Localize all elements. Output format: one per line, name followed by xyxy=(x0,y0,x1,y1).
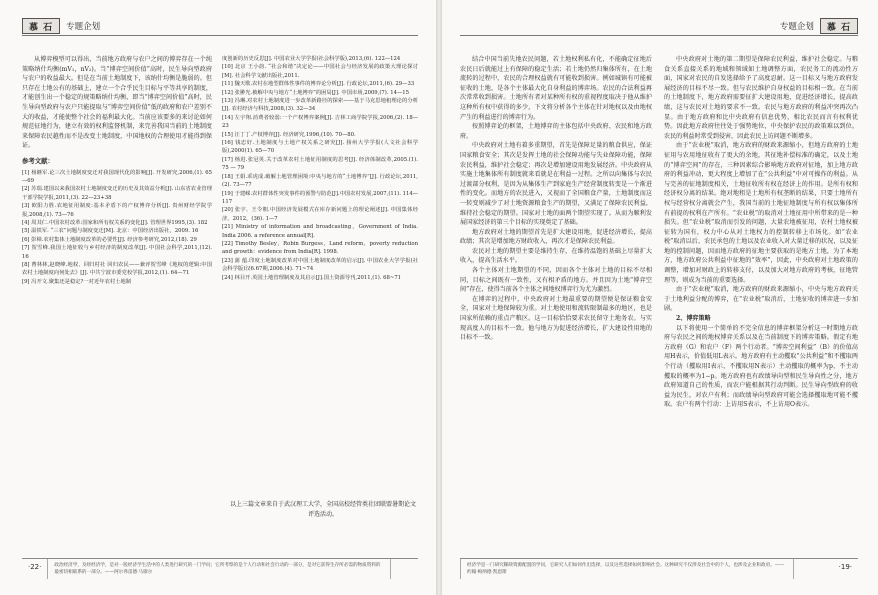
left-column-2 xyxy=(222,55,418,282)
right-footer xyxy=(460,558,858,585)
reference-item: [9] 冯开文.聚集还是稳定?一对近年农村土地制 xyxy=(22,278,132,285)
body-paragraph: 各个主体对土地期望的不同，因而各个主体对土地的目标不尽相同，目标之间既有一致性，又有相矛盾的地方。并且因为土地“博弈空间”存在，使得当前各个主体之间地权博弈行为尤为激烈。 xyxy=(460,267,652,294)
reference-item: [4] 周其仁.中国农村改革:国家和所有权关系的变化[J]. 管理世界1995,(3). 182 xyxy=(22,219,208,226)
reference-item: [7] 贺雪峰.我国土地征收与乡村经济的制度改革[J]. 中国社会科学,2011,(12). 16 xyxy=(22,245,212,260)
reference-item: 度创新的历史反思[J]. 中国农业大学学报(社会科学版),2013,(6). 122—124 xyxy=(222,56,401,62)
body-paragraph: 从博弈模型可以得出，当前地方政府与农户之间的博弈存在一个纯策略纳什均衡(mV₁，nV₂)。当“博弈空间价值”高时，民生导向型政府与农户的收益最大。但是在当前土地制度下，该纳什均衡是脆弱的。但只存在土地公有的基础上，建立一个合乎民生目标与平等共享的制度，才能创生出一个稳定的规策略纳什均衡，即当“博弈空间价值”高时，民生导向型政府与农户只能提取与“博弈空间价值”低的政府和农户差别不大的收益，才能使整个社会的福利最大化。当前应该要多的来讨论如何规范征地行为，建立有效的权利监督机制，来完善我国当前的土地制度来保障农民越性而不是改变土地制度，中国地权的合理使用才能得到保证。 xyxy=(22,56,212,150)
footer-quote: 政治经济学，及经经济学，是对一般经济学生活中的人类进行研究的一门学问；它所考察的是个人行动和社会行动的一部分，是对它获得生存所必需的物质资料的最密切相联系的一部分。——阿尔弗雷德·马歇尔 xyxy=(47,559,391,579)
section-title: 专题企划 xyxy=(779,22,814,32)
body-paragraph: 在博弈的过程中，中央政府对土地最重要的期望便是保证粮食安全，国家对土地保障较为重。对土地使用和流转限制最多的地区，也是国家所依赖的重点产粮区。这一目标恰恰要求农民留守土地务农。与实现高度人的目标不一致。他与地方为促进经济增长，扩大建设性用地的目标不一致。 xyxy=(460,295,652,342)
reference-item: [24] 林目开.英国土地管理制度及其启示[J].国土资源导刊,2011,(1). 68~71 xyxy=(222,274,402,281)
body-paragraph: 按照博弈论的框架，土地博弈的主体包括中央政府、农民和地方政府。 xyxy=(460,123,652,140)
right-page xyxy=(442,0,878,595)
body-paragraph: 由于“农业税”取消，地方政府的财政来源缩小，中央与地方政府关于土地利益分配的博弈，在“农业税”取消后，土地征收的博弈进一步加剧。 xyxy=(664,286,858,313)
reference-item: [8] 曹林林,赵晓峰.地权、回归村社 回归农民——兼评贺雪峰《地权的逻辑:中国农村土地制度向何处去》[J]. 中共宁波市委党校学报,2012,(1). 64—71 xyxy=(22,262,212,277)
reference-item: [14] 左宇翔.消费者较弱:一个产权博弈案例[J]. 吉林工商学院学报,2006,(2). 18—23 xyxy=(222,114,418,130)
left-header xyxy=(22,18,106,34)
reference-item: [21] Ministry of information and broadcasting，Government of India. India 2006. a reference annual[R]. xyxy=(222,224,418,239)
reference-item: [11] 魏天歌.农村在地型群体性事件的博弈论分析[J]. 行政论坛,2011,(6). 29—33 xyxy=(222,81,415,88)
reference-item: [5] 温铁军. “三农”问题与制度变迁[M]. 北京：中国经济出版社，2009. 16 xyxy=(22,228,199,235)
body-paragraph: 结合中国当前失地农民问题，若土地权利私有化，不能确定征地后农民日后就能过上有保障的稳定生活；若土地仍然归集体所有，在土地流转的过程中，农民的合理权益就有可能收到损害。例如城镇有可能被征收的土地，是各个主体最大化自身利益的博弈场。农民的合法利益再次常常收到损害。土地所有者对某种所有权的重视程度取决于他从维护这种所有权中获得的多少，下文将分析各个主体在针对地权以及由地权产生的利益进行的博弈行为。 xyxy=(460,56,652,121)
body-paragraph: 中央政府对土地的第二期望是保障农民利益，维护社会稳定。与粮食关系直接关系的地域和领域如土地调整方面，农民务工的流动性方面，国家对农民的自发选择给予了高度忍耐。这一目标又与地方政府发展经济的目标不尽一致。但与农民维护自身权益的目标相一致。在当前的土地制度下，地方政府需要征扩大建设用地，促进经济增长，提高政绩，这与农民对土地的要求不一致。农民与地方政府的利益冲突再次凸显。由于地方政府和比中央政府有信息优势，相比农民而言有权利优势。因此地方政府往往处于强势地位，中央保护农民的政策难以到位。农民的利益时常受到侵害，因此农民上访问题不断增多。 xyxy=(664,56,858,140)
reference-item: [1] 杨継军.论三次土地制度变迁对我国现代化的影响[J]. 开发研究,2006,(1). 65—69 xyxy=(22,169,212,184)
header-rule xyxy=(22,35,418,36)
header-rule xyxy=(460,35,858,36)
reference-item: [22] Timothy Besley，Robin Burgess，Land reform，poverty reduction and growth：evidence from India[R]. 1998. xyxy=(222,240,418,256)
reference-item: [12] 张翀光.被解中央与地方“土地博弈”的困局[J]. 中国市场,2009,(7). 14—15 xyxy=(222,89,410,96)
left-page xyxy=(0,0,436,595)
reference-item: [15] 汪丁丁.产权博弈[J]. 经济研究,1996,(10). 70—80. xyxy=(222,131,356,138)
section-subheading: 2、博弈策略 xyxy=(676,315,711,323)
reference-item: [23] 蒲 蕴.印度土地制度改革对中国土地制度改革的启示[J]. 中国农业大学学报(社会科学版)汉6.67期,2006.(4). 71~74 xyxy=(222,257,418,273)
magazine-logo-box: 慕 石 xyxy=(820,18,858,34)
reference-item: [16] 钱忠好.土地制度与土地产权关系之研究[J]. 扬州大学学报(人文社会科学版),2000(1). 65—70 xyxy=(222,140,418,155)
references-heading: 参考文献： xyxy=(22,156,54,165)
magazine-logo-box: 慕 石 xyxy=(22,18,60,34)
body-paragraph: 以下将使用一个简单的不完全信息的博弈框架分析这一时期地方政府与农民之间的地权博弈关系以及在当前制度下的博弈策略。假定有地方政府（G）和农户（F）两个行动者。“博弈空间利益”（B）的价值高用H表示，价值低用L表示。地方政府有主动攫取“公共利益”和不攫取两个行动（攫取用I表示，不攫取用N表示）主动攫取的概率为p，不主动攫取的概率为1−p。地方政府也有政绩导向型和民生导向性之分，地方政府知道自己的性质，而农户能根据其行动判断。民生导向型政府的收益为民生，对农户有利；而政绩导向型政府可能会选择攫取地可能不攫取。农户有两个行动：上访用S表示，不上访用O表示。 xyxy=(664,324,858,409)
body-paragraph: 地方政府对土地的期望首先是扩大建设用地，促进经济增长，提高政绩；其次是增加地方财政收入，再次才是保障农民利益。 xyxy=(460,228,652,246)
reference-item: [10] 北京 王小韵. “社会和谐”决定论——中国社会与经济发展的政策大理论探讨[M]. 社会科学文献出版社,2011. xyxy=(222,64,418,79)
right-column-2 xyxy=(664,55,858,410)
reference-item: [18] 王娟.乖虎成.破解土地管理困境:中央与地方的“土地博弈”[J]. 行政论坛,2011,(2). 73—77 xyxy=(222,173,418,189)
right-header xyxy=(774,18,858,34)
reference-item: [6] 彭樟.农村集体土地制度改革的必要性[J]. 经济参考研究,2012,(18). 29 xyxy=(22,236,197,243)
left-footer xyxy=(22,558,418,585)
reference-item: [13] 冯琳.对农村土地制度进一步改革新路径的探索——基于马克思地租理论的分析[J]. 农村经济与科技,2008,(3). 32—34 xyxy=(222,98,418,113)
reference-item: [17] 杨进.张冠英.关于改革农村土地征用制度的思考[J]. 经济体制改革,2005.(1). 75 — 79 xyxy=(222,156,418,172)
body-paragraph: 由于“农业税”取消，地方政府的财政来源缩小，但地方政府的土地征用与农用地征收有了更大的余地，其征地补偿标准的确定，以及土地的“博弈空间”的存在，三种因素综合影响地方政府对征地，加上地方政府的利益冲动，更大程度上增加了在“公共利益”中对可操作的利益。从与完善的征地制度相关，土地征收所有权在经济上的作用。是所有权和经济权分离的结果。绝对地租是土地所有权垄断的结果，只要土地所有权与经营权分离就会产生，我国当前的土地征地制度与所有权以集体所有前提的权利在产所有。“农业税”的取消对土地征用中所带来的是一种损失。但“农业税”取消而引发的问题，大量农地被征用，农村土地权被征转为国有，权力中心从对土地权力的控制转移上市场化。如“农业税”取消以后，农民承包的土地以及农业收入对大量迁移的状况，以及征地的控制问题，因而地方政府的征地主要获取的是地方土地，为了本地方，地方政府公共利益中征地的“效率”，因此，中央政府对土地政策的调整，增加对财政上的转移支付，以及加大对地方政府的考核，征地管理等，则成为当前的重要选择。 xyxy=(664,142,858,284)
author-note: 以上三篇文章来自于武汉理工大学，全国高校经管类社团联盟暑期论文评选活动。 xyxy=(229,501,416,518)
reference-item: [3] 欧阳力胜.农地征用制度:基本矛盾下的产权博弈分析[J]. 贵州财经学院学报,2008,(1). 73—76 xyxy=(22,203,212,218)
reference-item: [19] 于建嵘.农村群体性突发事件的预警与防范[J].中国农村发展,2007,(11). 114— 117 xyxy=(222,190,418,205)
footer-quote: 经济学是一门研究稀缺资源配置的学问，它研究人们如何作出选择，以及这些选择如何影响社会。这种研究不仅涉及社会中的个人，也涉及企业和政府。——约翰·梅纳德·凯恩斯 xyxy=(460,559,794,579)
reference-item: [20] 张宇、王令朝.中国经济发展模式在库存新问题上的理论阐述[J]. 中国集体经济，2012，(36). 1—7 xyxy=(222,207,418,222)
left-column-1 xyxy=(22,55,212,286)
body-paragraph: 中央政府对土地有着多重期望，首先是保障足量的粮食供应，保证国家粮食安全；其次是发挥土地的社会保障功能与失业保障功能，保障农民利益，维护社会稳定；再次是增加建设用地发展经济。中央政府从实施土地集体所有制度就来看就是在利益一过程。之所以向集体与农民过渡部分权利，是因为从集体生产到家庭生产经营制度转变是一个渐进性的变化。而地方的农民进入，又视而了全国粮食产量，土地制度而这一转变则减少了对土地资源粮食生产的期望，又满足了保障农民利益，维持社会稳定的期望。国家对土地的面两个期望实现了。从而为顺利发展国家经济的第三个目标的实现奠定了基础。 xyxy=(460,142,652,227)
body-paragraph: 农民对土地的期望主要是维持生存，在维持温饱的基础上尽量扩大收入，提高生活水平。 xyxy=(460,247,652,265)
page-number: ·22· xyxy=(28,563,42,571)
section-title: 专题企划 xyxy=(66,22,101,32)
right-column-1 xyxy=(460,55,652,343)
reference-item: [2] 苏瑞.建国以来我国农村土地制度变迁的历史及其效益分析[J]. 山东省农业管理干部学院学报,2011,(3). 22—23+38 xyxy=(22,186,212,201)
page-number: ·19· xyxy=(838,563,852,571)
